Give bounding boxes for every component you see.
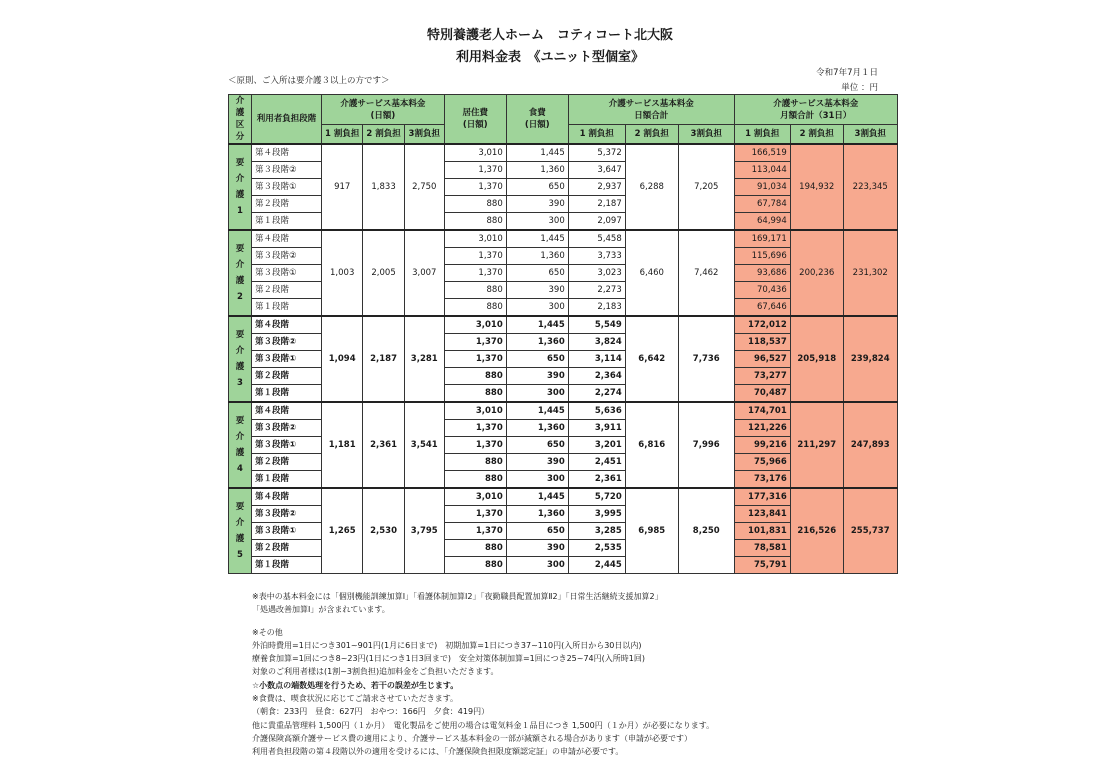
daily-total-burden1: 2,187 — [568, 196, 625, 213]
fee-table — [228, 94, 898, 574]
header-monthly-total — [734, 95, 897, 125]
residence-fee-cell: 880 — [444, 213, 506, 231]
header-meal-sub: (日額) — [524, 120, 550, 130]
header-basic-fee-label: 介護サービス基本料金 — [340, 98, 426, 109]
note-high-cost: 介護保険高額介護サービス費の適用により、介護サービス基本料金の一部が減額される場合があります（申請が必要です） — [252, 733, 692, 743]
notes — [252, 590, 892, 759]
residence-fee-cell: 1,370 — [444, 420, 506, 437]
meal-fee-cell: 390 — [506, 454, 568, 471]
burden-stage-cell: 第４段階 — [252, 230, 322, 248]
meal-fee-cell: 1,360 — [506, 162, 568, 179]
residence-fee-cell: 1,370 — [444, 162, 506, 179]
burden-stage-cell: 第３段階① — [252, 265, 322, 282]
residence-fee-cell: 1,370 — [444, 351, 506, 368]
daily-total-burden1: 2,445 — [568, 557, 625, 574]
residence-fee-cell: 880 — [444, 471, 506, 489]
monthly-total-burden1: 113,044 — [734, 162, 790, 179]
burden-stage-cell: 第１段階 — [252, 213, 322, 231]
residence-fee-cell: 880 — [444, 282, 506, 299]
daily-total-burden3: 8,250 — [678, 488, 734, 574]
note-other-title: ※その他 — [252, 627, 283, 637]
meal-fee-cell: 1,360 — [506, 506, 568, 523]
meal-fee-cell: 300 — [506, 299, 568, 317]
monthly-total-burden2: 194,932 — [790, 144, 843, 230]
daily-total-burden3: 7,996 — [678, 402, 734, 488]
care-level-cell — [229, 144, 252, 230]
note-certificate: 利用者負担段階の第４段階以外の適用を受けるには、「介護保険負担限度額認定証」の申請が必要です。 — [252, 747, 624, 757]
monthly-total-burden1: 118,537 — [734, 334, 790, 351]
monthly-total-burden1: 115,696 — [734, 248, 790, 265]
monthly-total-burden3: 231,302 — [843, 230, 897, 316]
table-row — [229, 144, 898, 162]
header-daily-burden1: 1 割負担 — [568, 125, 625, 144]
monthly-total-burden2: 216,526 — [790, 488, 843, 574]
daily-total-burden2: 6,985 — [625, 488, 678, 574]
header-monthly-total-sub: 月額合計（31日） — [780, 110, 852, 121]
monthly-total-burden3: 239,824 — [843, 316, 897, 402]
meal-fee-cell: 300 — [506, 213, 568, 231]
residence-fee-cell: 3,010 — [444, 316, 506, 334]
residence-fee-cell: 1,370 — [444, 265, 506, 282]
note-rounding: ☆小数点の端数処理を行うため、若干の誤差が生じます。 — [252, 680, 459, 690]
monthly-total-burden1: 101,831 — [734, 523, 790, 540]
residence-fee-cell: 1,370 — [444, 523, 506, 540]
daily-total-burden1: 2,183 — [568, 299, 625, 317]
meal-fee-cell: 650 — [506, 351, 568, 368]
residence-fee-cell: 880 — [444, 540, 506, 557]
burden-stage-cell: 第２段階 — [252, 454, 322, 471]
meal-fee-cell: 1,445 — [506, 402, 568, 420]
monthly-total-burden1: 67,784 — [734, 196, 790, 213]
residence-fee-cell: 1,370 — [444, 179, 506, 196]
monthly-total-burden1: 73,176 — [734, 471, 790, 489]
residence-fee-cell: 3,010 — [444, 402, 506, 420]
burden-stage-cell: 第３段階② — [252, 334, 322, 351]
care-level-cell — [229, 316, 252, 402]
burden-stage-cell: 第２段階 — [252, 282, 322, 299]
header-basic-burden3: 3割負担 — [404, 125, 444, 144]
burden-stage-cell: 第３段階① — [252, 351, 322, 368]
daily-total-burden2: 6,642 — [625, 316, 678, 402]
burden-stage-cell: 第２段階 — [252, 196, 322, 213]
care-level-cell — [229, 230, 252, 316]
meal-fee-cell: 1,360 — [506, 334, 568, 351]
residence-fee-cell: 1,370 — [444, 334, 506, 351]
care-level-char: 介 — [235, 346, 245, 356]
basic-fee-burden3: 3,795 — [404, 488, 444, 574]
monthly-total-burden1: 121,226 — [734, 420, 790, 437]
care-level-char: 介 — [235, 518, 245, 528]
care-level-char: 5 — [237, 550, 243, 560]
effective-date: 令和7年7月１日 — [816, 68, 878, 78]
meal-fee-cell: 1,360 — [506, 248, 568, 265]
facility-title: 特別養護老人ホーム コティコート北大阪 — [427, 28, 673, 43]
monthly-total-burden1: 166,519 — [734, 144, 790, 162]
daily-total-burden1: 2,273 — [568, 282, 625, 299]
monthly-total-burden1: 96,527 — [734, 351, 790, 368]
burden-stage-cell: 第３段階② — [252, 420, 322, 437]
daily-total-burden1: 2,451 — [568, 454, 625, 471]
residence-fee-cell: 880 — [444, 454, 506, 471]
burden-stage-cell: 第３段階① — [252, 179, 322, 196]
daily-total-burden1: 5,720 — [568, 488, 625, 506]
daily-total-burden1: 2,937 — [568, 179, 625, 196]
meal-fee-cell: 390 — [506, 196, 568, 213]
monthly-total-burden1: 174,701 — [734, 402, 790, 420]
table-row — [229, 402, 898, 420]
daily-total-burden1: 5,636 — [568, 402, 625, 420]
header-daily-total-sub: 日額合計 — [634, 110, 669, 121]
meal-fee-cell: 1,445 — [506, 230, 568, 248]
burden-stage-cell: 第３段階② — [252, 506, 322, 523]
basic-fee-burden2: 1,833 — [363, 144, 404, 230]
care-level-char: 介 — [235, 174, 245, 184]
monthly-total-burden1: 64,994 — [734, 213, 790, 231]
care-level-group — [229, 316, 898, 402]
monthly-total-burden1: 70,487 — [734, 385, 790, 403]
monthly-total-burden1: 78,581 — [734, 540, 790, 557]
monthly-total-burden1: 73,277 — [734, 368, 790, 385]
burden-stage-cell: 第３段階② — [252, 248, 322, 265]
daily-total-burden1: 2,274 — [568, 385, 625, 403]
care-level-cell — [229, 488, 252, 574]
monthly-total-burden3: 223,345 — [843, 144, 897, 230]
header-residence-sub: (日額) — [462, 120, 488, 130]
burden-stage-cell: 第４段階 — [252, 144, 322, 162]
burden-stage-cell: 第４段階 — [252, 316, 322, 334]
basic-fee-burden1: 1,094 — [322, 316, 363, 402]
monthly-total-burden1: 91,034 — [734, 179, 790, 196]
currency-unit: 単位 ：円 — [841, 83, 878, 93]
daily-total-burden1: 3,647 — [568, 162, 625, 179]
basic-fee-burden3: 3,541 — [404, 402, 444, 488]
monthly-total-burden1: 177,316 — [734, 488, 790, 506]
burden-stage-cell: 第４段階 — [252, 488, 322, 506]
residence-fee-cell: 880 — [444, 196, 506, 213]
monthly-total-burden1: 70,436 — [734, 282, 790, 299]
daily-total-burden3: 7,205 — [678, 144, 734, 230]
care-level-char: 護 — [235, 448, 245, 458]
burden-stage-cell: 第２段階 — [252, 540, 322, 557]
daily-total-burden1: 3,733 — [568, 248, 625, 265]
residence-fee-cell: 880 — [444, 385, 506, 403]
care-level-char: 1 — [237, 206, 243, 216]
basic-fee-burden2: 2,187 — [363, 316, 404, 402]
header-residence — [444, 95, 506, 145]
burden-stage-cell: 第１段階 — [252, 299, 322, 317]
note-line: 外泊時費用=1日につき301~901円(1月に6日まで) 初期加算=1日につき37~110円(入所日から30日以内) — [252, 640, 642, 650]
residence-fee-cell: 3,010 — [444, 230, 506, 248]
admission-condition: ＜原則、ご入所は要介護３以上の方です＞ — [228, 76, 390, 86]
basic-fee-burden1: 1,265 — [322, 488, 363, 574]
monthly-total-burden3: 247,893 — [843, 402, 897, 488]
care-level-char: 要 — [235, 158, 245, 168]
daily-total-burden1: 3,995 — [568, 506, 625, 523]
header-monthly-burden2: 2 割負担 — [790, 125, 843, 144]
meal-fee-cell: 650 — [506, 523, 568, 540]
header-basic-burden1: 1 割負担 — [322, 125, 363, 144]
daily-total-burden1: 2,097 — [568, 213, 625, 231]
header-meal-label: 食費 — [528, 108, 546, 118]
care-level-cell — [229, 402, 252, 488]
care-level-char: 介 — [235, 432, 245, 442]
meal-fee-cell: 1,445 — [506, 144, 568, 162]
basic-fee-burden3: 3,281 — [404, 316, 444, 402]
meal-fee-cell: 300 — [506, 385, 568, 403]
burden-stage-cell: 第１段階 — [252, 385, 322, 403]
burden-stage-cell: 第１段階 — [252, 471, 322, 489]
burden-stage-cell: 第３段階① — [252, 437, 322, 454]
daily-total-burden1: 2,364 — [568, 368, 625, 385]
daily-total-burden1: 5,549 — [568, 316, 625, 334]
residence-fee-cell: 880 — [444, 299, 506, 317]
care-level-char: 要 — [235, 330, 245, 340]
monthly-total-burden2: 200,236 — [790, 230, 843, 316]
care-level-char: 護 — [235, 190, 245, 200]
meal-fee-cell: 1,360 — [506, 420, 568, 437]
note-meal-breakdown: （朝食：233円 昼食：627円 おやつ：166円 夕食：419円） — [252, 707, 490, 717]
basic-fee-burden2: 2,530 — [363, 488, 404, 574]
care-level-char: 要 — [235, 416, 245, 426]
header-basic-burden2: 2 割負担 — [363, 125, 404, 144]
daily-total-burden1: 5,372 — [568, 144, 625, 162]
header-burden-stage: 利用者負担段階 — [252, 95, 322, 145]
monthly-total-burden2: 205,918 — [790, 316, 843, 402]
header-daily-total-label: 介護サービス基本料金 — [608, 98, 694, 109]
meal-fee-cell: 650 — [506, 265, 568, 282]
monthly-total-burden1: 75,791 — [734, 557, 790, 574]
meal-fee-cell: 300 — [506, 557, 568, 574]
meal-fee-cell: 1,445 — [506, 316, 568, 334]
residence-fee-cell: 1,370 — [444, 506, 506, 523]
care-level-group — [229, 488, 898, 574]
header-monthly-burden1: 1 割負担 — [734, 125, 790, 144]
note-line: 対象のご利用者様は(1割~3割負担)追加料金をご負担いただきます。 — [252, 667, 499, 677]
meal-fee-cell: 390 — [506, 282, 568, 299]
burden-stage-cell: 第３段階① — [252, 523, 322, 540]
daily-total-burden1: 3,285 — [568, 523, 625, 540]
care-level-char: 護 — [235, 276, 245, 286]
daily-total-burden1: 3,201 — [568, 437, 625, 454]
care-level-char: 介 — [235, 260, 245, 270]
burden-stage-cell: 第３段階② — [252, 162, 322, 179]
care-level-char: 要 — [235, 244, 245, 254]
residence-fee-cell: 1,370 — [444, 248, 506, 265]
header-daily-burden3: 3割負担 — [678, 125, 734, 144]
daily-total-burden2: 6,816 — [625, 402, 678, 488]
header-daily-total — [568, 95, 734, 125]
care-level-group — [229, 402, 898, 488]
daily-total-burden1: 3,911 — [568, 420, 625, 437]
care-level-char: 2 — [237, 292, 243, 302]
header-basic-fee — [322, 95, 445, 125]
monthly-total-burden1: 75,966 — [734, 454, 790, 471]
basic-fee-burden3: 2,750 — [404, 144, 444, 230]
header-meal — [506, 95, 568, 145]
residence-fee-cell: 880 — [444, 368, 506, 385]
care-level-group — [229, 144, 898, 230]
daily-total-burden1: 5,458 — [568, 230, 625, 248]
header-basic-fee-sub: (日額) — [370, 110, 396, 121]
note-meal: ※食費は、喫食状況に応じてご請求させていただきます。 — [252, 694, 459, 704]
care-level-char: 3 — [237, 378, 243, 388]
meal-fee-cell: 300 — [506, 471, 568, 489]
care-level-char: 護 — [235, 534, 245, 544]
header-monthly-burden3: 3割負担 — [843, 125, 897, 144]
monthly-total-burden1: 67,646 — [734, 299, 790, 317]
daily-total-burden1: 3,824 — [568, 334, 625, 351]
daily-total-burden1: 3,023 — [568, 265, 625, 282]
burden-stage-cell: 第４段階 — [252, 402, 322, 420]
residence-fee-cell: 3,010 — [444, 144, 506, 162]
note-line: ※表中の基本料金には「個別機能訓練加算Ⅰ」「看護体制加算Ⅰ2」「夜勤職員配置加算Ⅱ2」「日常生活継続支援加算2」 — [252, 592, 663, 601]
daily-total-burden3: 7,736 — [678, 316, 734, 402]
basic-fee-burden3: 3,007 — [404, 230, 444, 316]
care-level-group — [229, 230, 898, 316]
daily-total-burden1: 3,114 — [568, 351, 625, 368]
monthly-total-burden1: 169,171 — [734, 230, 790, 248]
meal-fee-cell: 390 — [506, 368, 568, 385]
residence-fee-cell: 3,010 — [444, 488, 506, 506]
meal-fee-cell: 650 — [506, 179, 568, 196]
note-valuables: 他に貴重品管理料 1,500円（１か月） 電化製品をご使用の場合は電気料金１品目につき 1,500円（１か月）が必要になります。 — [252, 720, 715, 730]
meal-fee-cell: 1,445 — [506, 488, 568, 506]
monthly-total-burden3: 255,737 — [843, 488, 897, 574]
care-level-char: 護 — [235, 362, 245, 372]
monthly-total-burden1: 172,012 — [734, 316, 790, 334]
daily-total-burden1: 2,361 — [568, 471, 625, 489]
burden-stage-cell: 第２段階 — [252, 368, 322, 385]
monthly-total-burden1: 93,686 — [734, 265, 790, 282]
table-row — [229, 316, 898, 334]
monthly-total-burden2: 211,297 — [790, 402, 843, 488]
basic-fee-burden1: 917 — [322, 144, 363, 230]
table-title: 利用料金表 《ユニット型個室》 — [456, 50, 644, 65]
meal-fee-cell: 390 — [506, 540, 568, 557]
note-line: 療養食加算=1回につき8~23円(1日につき1日3回まで) 安全対策体制加算=1回につき25~74円(入所時1回) — [252, 654, 645, 664]
basic-fee-burden1: 1,181 — [322, 402, 363, 488]
basic-fee-burden1: 1,003 — [322, 230, 363, 316]
burden-stage-cell: 第１段階 — [252, 557, 322, 574]
care-level-char: 4 — [237, 464, 243, 474]
table-row — [229, 488, 898, 506]
monthly-total-burden1: 123,841 — [734, 506, 790, 523]
basic-fee-burden2: 2,361 — [363, 402, 404, 488]
note-line: 「処遇改善加算Ⅰ」が含まれています。 — [252, 605, 390, 615]
header-residence-label: 居住費 — [462, 108, 488, 118]
header-monthly-total-label: 介護サービス基本料金 — [773, 98, 859, 109]
table-row — [229, 230, 898, 248]
header-care-level: 介護区分 — [229, 95, 252, 145]
daily-total-burden3: 7,462 — [678, 230, 734, 316]
basic-fee-burden2: 2,005 — [363, 230, 404, 316]
header-daily-burden2: 2 割負担 — [625, 125, 678, 144]
residence-fee-cell: 880 — [444, 557, 506, 574]
daily-total-burden2: 6,460 — [625, 230, 678, 316]
meal-fee-cell: 650 — [506, 437, 568, 454]
residence-fee-cell: 1,370 — [444, 437, 506, 454]
care-level-char: 要 — [235, 502, 245, 512]
daily-total-burden2: 6,288 — [625, 144, 678, 230]
daily-total-burden1: 2,535 — [568, 540, 625, 557]
monthly-total-burden1: 99,216 — [734, 437, 790, 454]
